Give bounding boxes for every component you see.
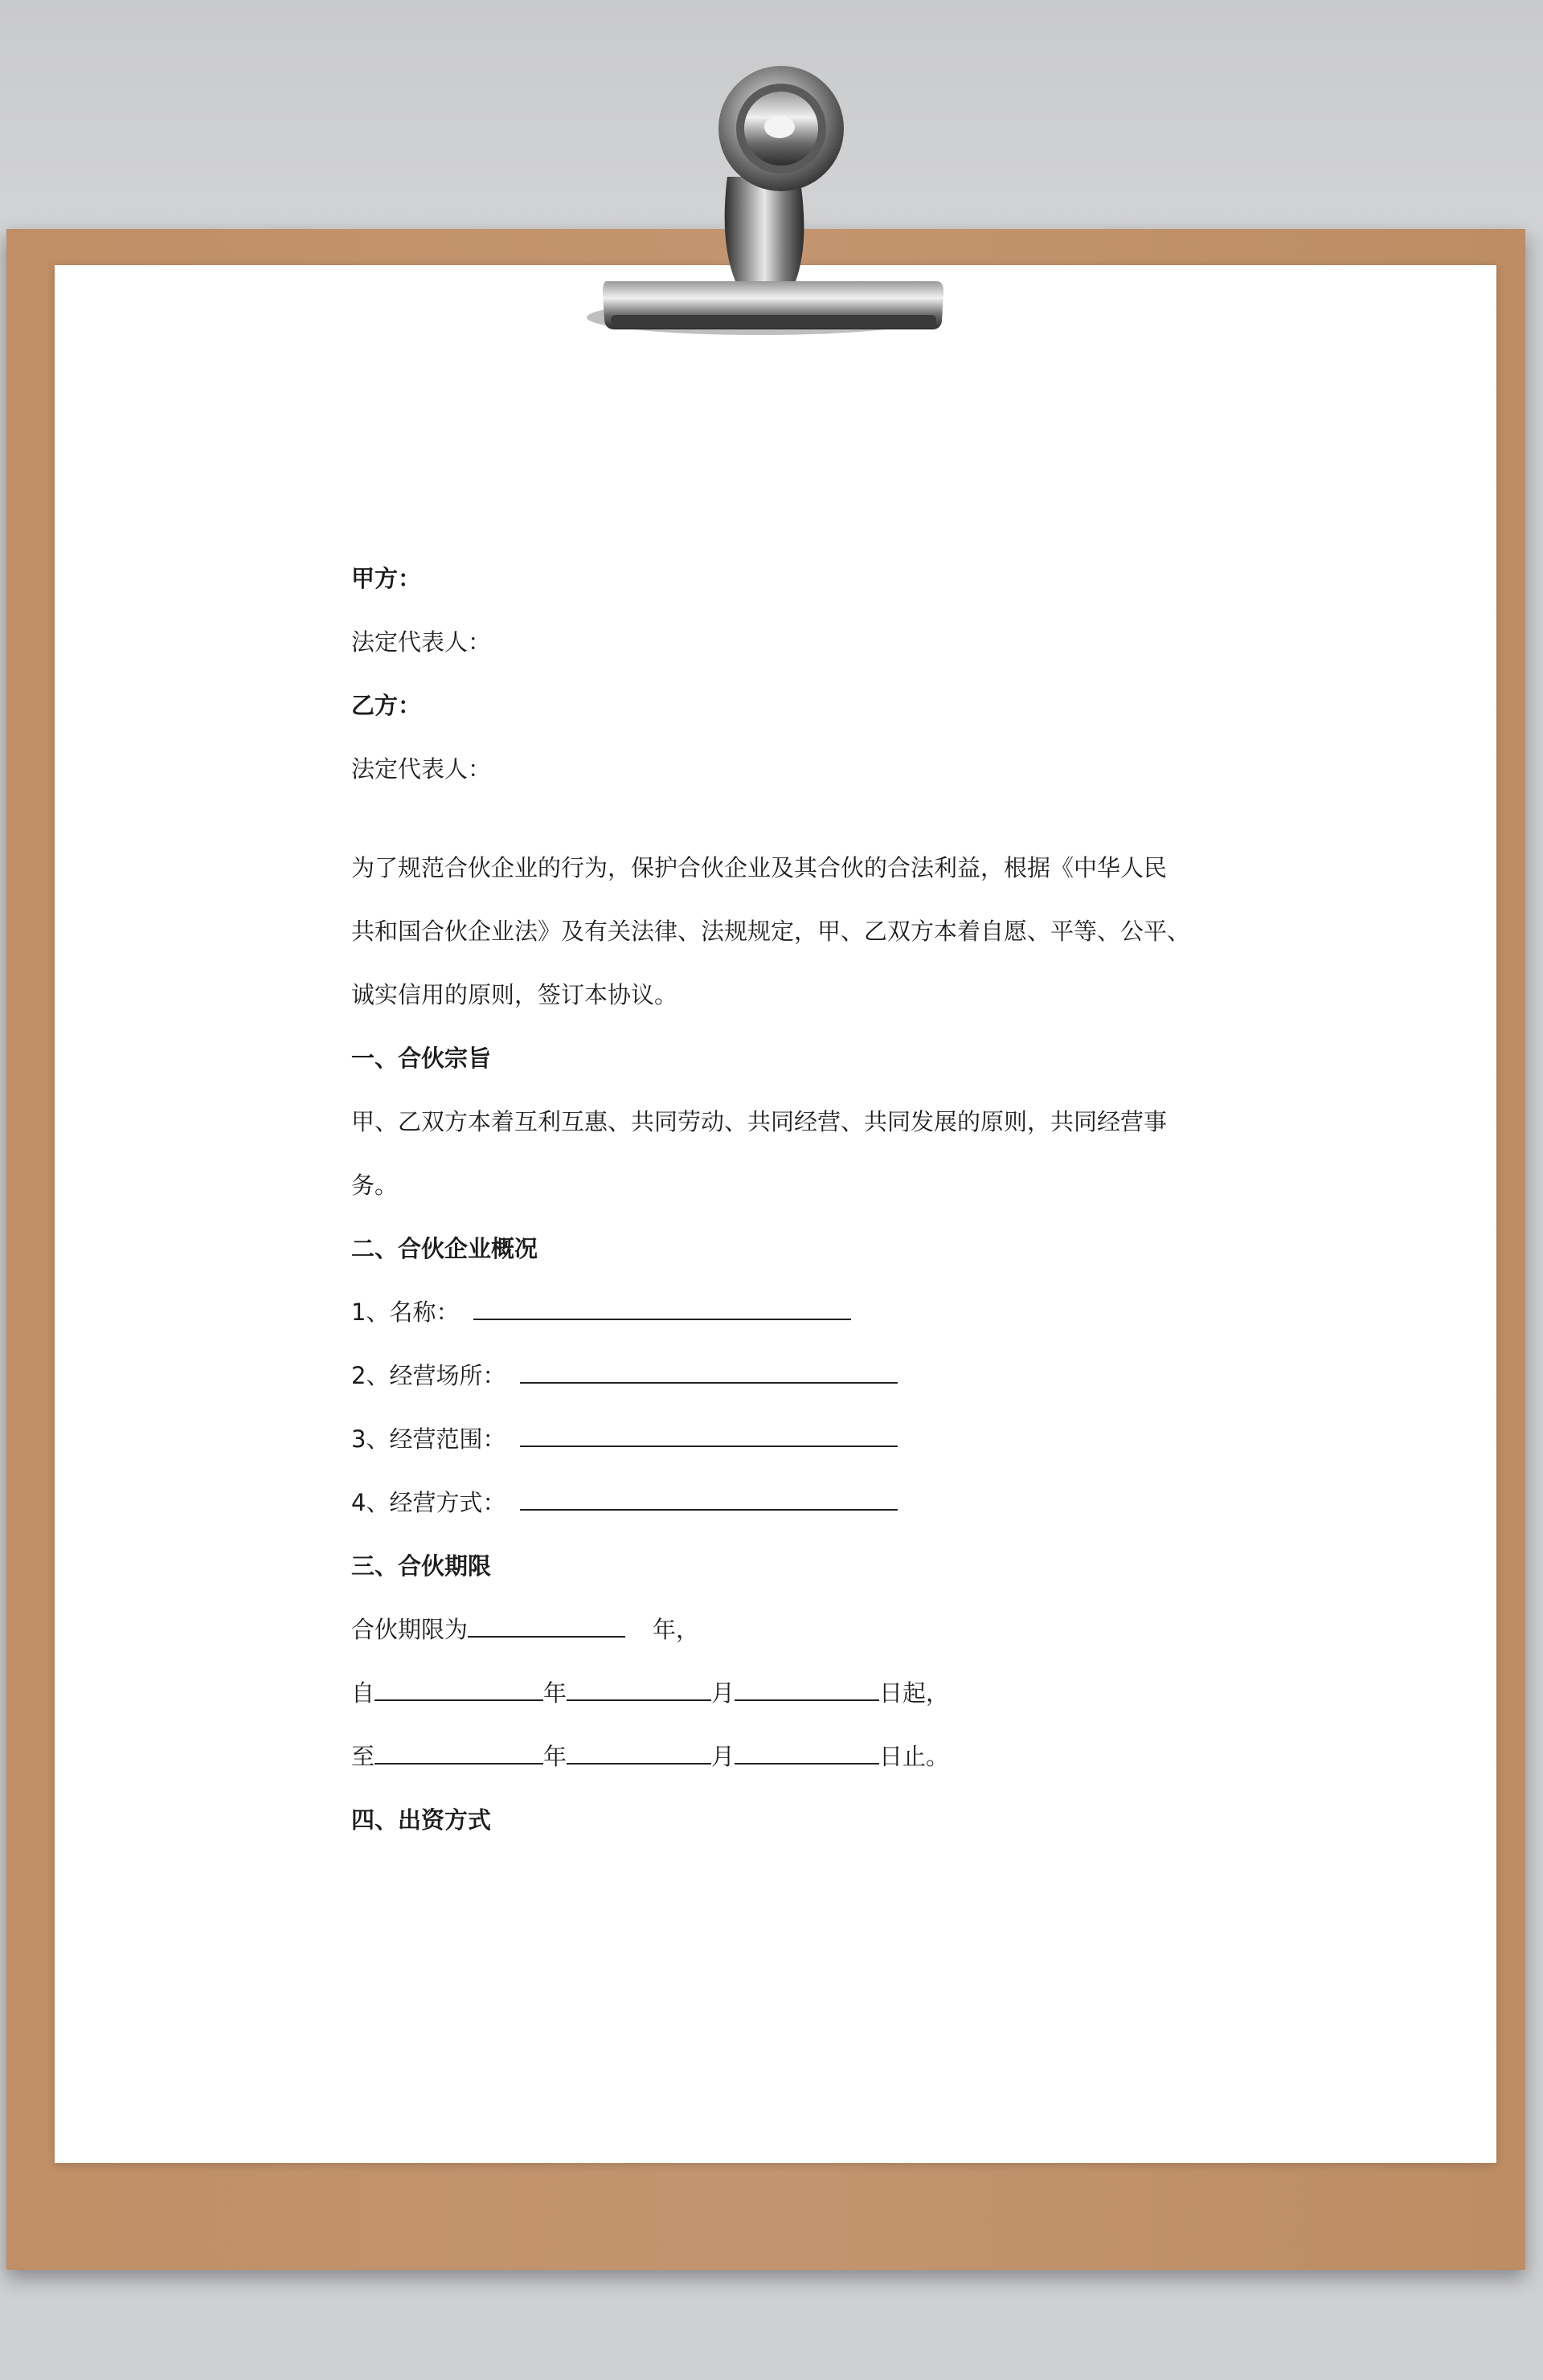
field-business-mode xyxy=(351,1478,1235,1542)
section-1-title: 一、合伙宗旨 xyxy=(351,1045,492,1072)
party-b-label: 乙方： xyxy=(351,692,422,719)
from-day-unit: 日起， xyxy=(879,1679,950,1707)
from-day-blank[interactable] xyxy=(735,1672,879,1701)
term-to-line xyxy=(351,1732,1235,1796)
party-a-representative: 法定代表人： xyxy=(351,628,492,656)
term-years-blank[interactable] xyxy=(468,1609,625,1638)
field-name xyxy=(351,1288,1235,1352)
from-year-blank[interactable] xyxy=(374,1672,543,1701)
from-label: 自 xyxy=(351,1679,375,1707)
field-business-scope-blank[interactable] xyxy=(520,1418,898,1447)
field-business-mode-blank[interactable] xyxy=(520,1482,898,1511)
field-business-mode-label: 4、经营方式： xyxy=(351,1489,506,1516)
contract-document xyxy=(351,554,1235,1859)
section-1-body: 甲、乙双方本着互利互惠、共同劳动、共同经营、共同发展的原则，共同经营事 xyxy=(351,1108,1168,1135)
field-business-scope xyxy=(351,1415,1235,1478)
section-2-title: 二、合伙企业概况 xyxy=(351,1235,538,1262)
from-year-unit: 年 xyxy=(543,1679,567,1707)
to-month-unit: 月 xyxy=(711,1743,735,1770)
term-suffix: 年， xyxy=(653,1616,700,1643)
to-year-blank[interactable] xyxy=(374,1736,543,1765)
field-business-location-label: 2、经营场所： xyxy=(351,1362,506,1389)
field-business-location xyxy=(351,1352,1235,1415)
term-prefix: 合伙期限为 xyxy=(351,1616,469,1643)
from-month-unit: 月 xyxy=(711,1679,735,1707)
intro-line: 为了规范合伙企业的行为，保护合伙企业及其合伙的合法利益，根据《中华人民 xyxy=(351,854,1168,881)
intro-line: 诚实信用的原则，签订本协议。 xyxy=(351,981,678,1008)
intro-line: 共和国合伙企业法》及有关法律、法规规定，甲、乙双方本着自愿、平等、公平、 xyxy=(351,918,1191,945)
term-line xyxy=(351,1605,1235,1669)
from-month-blank[interactable] xyxy=(567,1672,711,1701)
to-day-blank[interactable] xyxy=(735,1736,879,1765)
party-a-label: 甲方： xyxy=(351,565,422,592)
section-4-title: 四、出资方式 xyxy=(351,1806,492,1834)
term-from-line xyxy=(351,1669,1235,1732)
party-b-representative: 法定代表人： xyxy=(351,755,492,783)
field-name-blank[interactable] xyxy=(473,1291,851,1320)
field-business-scope-label: 3、经营范围： xyxy=(351,1425,506,1453)
to-day-unit: 日止。 xyxy=(879,1743,950,1770)
binder-clip-icon xyxy=(555,40,972,362)
field-business-location-blank[interactable] xyxy=(520,1355,898,1384)
to-label: 至 xyxy=(351,1743,375,1770)
field-name-label: 1、名称： xyxy=(351,1298,460,1326)
to-month-blank[interactable] xyxy=(567,1736,711,1765)
section-3-title: 三、合伙期限 xyxy=(351,1552,492,1580)
section-1-body: 务。 xyxy=(351,1172,399,1199)
to-year-unit: 年 xyxy=(543,1743,567,1770)
